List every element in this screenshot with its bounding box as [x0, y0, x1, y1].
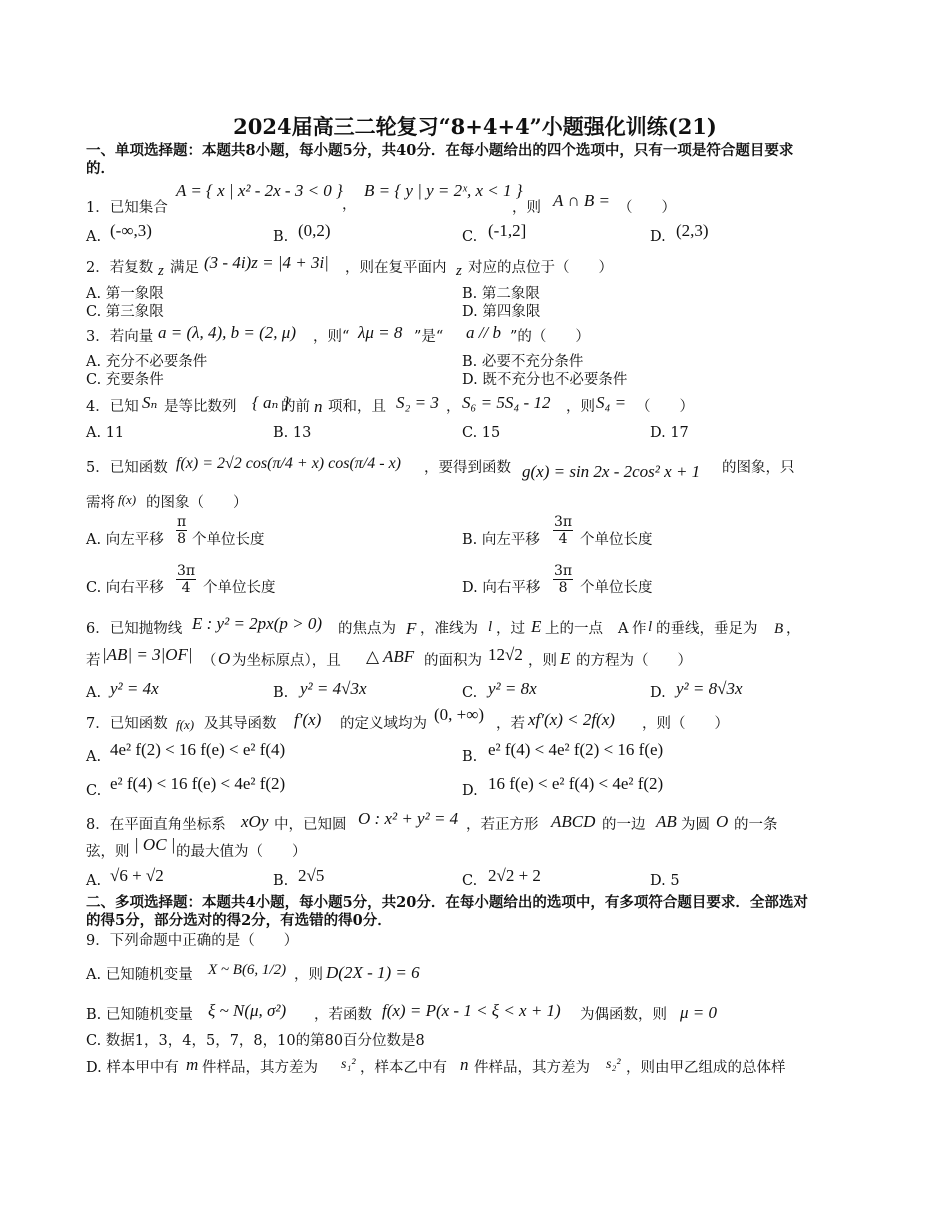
q8-option-a: √6 + √2 — [110, 866, 164, 885]
q5-option-a-unit: 个单位长度 — [192, 532, 265, 548]
q6-stem-l: 的面积为 — [424, 653, 482, 669]
q5-stem-e: 的图象（ ） — [146, 495, 248, 511]
q4-stem-b: 是等比数列 — [164, 399, 237, 415]
q6-B: B — [774, 621, 784, 637]
q7-stem-e: ，则（ ） — [642, 716, 729, 732]
q4-option-d: D. 17 — [650, 425, 689, 441]
q8-oc: | OC | — [134, 835, 176, 854]
q5-option-b-num: 3π — [554, 514, 573, 530]
q9-option-d-m: m — [186, 1055, 199, 1074]
q9-option-a-mid: ，则 — [294, 967, 323, 983]
q4-paren: （ ） — [636, 399, 694, 415]
q7-option-a: 4e² f(2) < 16 f(e) < e² f(4) — [110, 740, 286, 759]
q5-option-c-label: C. 向右平移 — [86, 580, 164, 596]
q1-set-b: B = { y | y = 2ˣ, x < 1 } — [364, 181, 523, 200]
q1-option-c-label: C. — [462, 229, 478, 245]
q7-option-d-label: D. — [462, 783, 478, 799]
q3-vectors: a = (λ, 4), b = (2, μ) — [158, 323, 296, 342]
q7-option-b: e² f(4) < 4e² f(2) < 16 f(e) — [488, 740, 664, 759]
q5-option-c-unit: 个单位长度 — [203, 580, 276, 596]
q3-option-d: D. 既不充分也不必要条件 — [462, 372, 628, 388]
q2-z-2: z — [456, 263, 462, 279]
q6-stem-i: 若 — [86, 653, 101, 669]
q5-option-b-den: 4 — [558, 531, 568, 547]
q7-inequality: xf′(x) < 2f(x) — [528, 710, 615, 729]
q1-set-a: A = { x | x² - 2x - 3 < 0 } — [176, 181, 343, 200]
q2-stem-a: 2．若复数 — [86, 260, 154, 276]
q1-option-b-label: B. — [273, 229, 289, 245]
q7-option-c-label: C. — [86, 783, 102, 799]
q5-option-a-label: A. 向左平移 — [86, 532, 164, 548]
q5-option-c-fraction — [176, 563, 196, 596]
q1-expr: A ∩ B = — [553, 191, 610, 210]
q4-stem-c: 的前 — [281, 399, 310, 415]
q7-stem-b: 及其导函数 — [204, 716, 277, 732]
q6-option-c: y² = 8x — [488, 679, 537, 698]
q9-option-b-mu: μ = 0 — [680, 1003, 718, 1022]
q8-stem-a: 8．在平面直角坐标系 — [86, 817, 226, 833]
q1-option-a: (-∞,3) — [110, 221, 152, 240]
q8-option-c: 2√2 + 2 — [488, 866, 541, 885]
q4-an: { aₙ } — [252, 393, 290, 412]
q6-stem-f: 作 — [632, 621, 647, 637]
q5-option-d-unit: 个单位长度 — [580, 580, 653, 596]
q4-option-a: A. 11 — [86, 425, 125, 441]
q6-E-2: E — [560, 649, 571, 668]
q5-option-d-num: 3π — [554, 563, 573, 579]
q9-option-d-mid2: ，样本乙中有 — [360, 1060, 447, 1076]
q2-option-a: A. 第一象限 — [86, 286, 164, 302]
q2-z: z — [158, 263, 164, 279]
q8-abcd: ABCD — [551, 812, 596, 831]
q6-stem-c: ，准线为 — [420, 621, 478, 637]
q2-stem-d: 对应的点位于（ ） — [468, 260, 613, 276]
q5-option-d-label: D. 向右平移 — [462, 580, 541, 596]
q3-parallel: a // b — [466, 323, 501, 342]
q8-stem-b: 中，已知圆 — [274, 817, 347, 833]
q4-comma: ， — [446, 399, 461, 415]
q8-O: O — [716, 812, 729, 831]
q7-stem-a: 7．已知函数 — [86, 716, 168, 732]
q3-stem-c: ”是“ — [414, 329, 444, 345]
q1-option-c: (-1,2] — [488, 221, 527, 240]
q8-option-a-label: A. — [86, 873, 102, 889]
q9-option-d-stem: D. 样本甲中有 — [86, 1060, 179, 1076]
q6-ab-condition: |AB| = 3|OF| — [102, 645, 193, 664]
q8-stem-g: 弦，则 — [86, 844, 130, 860]
q6-stem-e: 上的一点 — [545, 621, 603, 637]
q8-option-b-label: B. — [273, 873, 289, 889]
q9-option-c: C. 数据1，3，4，5，7，8，10的第80百分位数是8 — [86, 1033, 425, 1049]
q6-option-d: y² = 8√3x — [676, 679, 743, 698]
q6-A: A — [618, 621, 629, 637]
q9-option-b-mid: ，若函数 — [314, 1007, 372, 1023]
q6-F: F — [406, 619, 417, 638]
q6-E: E — [531, 617, 542, 636]
q6-option-c-label: C. — [462, 685, 478, 701]
q4-stem-d: 项和，且 — [328, 399, 386, 415]
q7-fpx: f′(x) — [294, 710, 322, 729]
q7-option-b-label: B. — [462, 749, 478, 765]
q2-stem-b: 满足 — [170, 260, 199, 276]
q4-condition-2: S₆ = 5S₄ - 12 — [462, 393, 551, 412]
q6-stem-n: 的方程为（ ） — [576, 653, 692, 669]
q3-condition: λμ = 8 — [358, 323, 403, 342]
q8-stem-d: 的一边 — [602, 817, 646, 833]
q9-option-d-s2: s₂² — [606, 1057, 621, 1072]
q8-xoy: xOy — [241, 812, 269, 831]
q3-option-b: B. 必要不充分条件 — [462, 354, 584, 370]
q5-option-d-fraction — [553, 563, 573, 596]
q6-triangle: △ ABF — [366, 647, 415, 666]
q7-stem-c: 的定义域均为 — [340, 716, 427, 732]
q8-stem-h: 的最大值为（ ） — [176, 844, 307, 860]
q4-condition-1: S₂ = 3 — [396, 393, 439, 412]
q5-option-b-fraction — [553, 514, 573, 547]
q6-stem-g: 的垂线，垂足为 — [656, 621, 758, 637]
q6-option-d-label: D. — [650, 685, 666, 701]
q5-stem-a: 5．已知函数 — [86, 460, 168, 476]
q1-tail: ，则 — [512, 200, 541, 216]
q6-stem-h: ， — [786, 621, 801, 637]
q5-option-d-den: 8 — [558, 580, 568, 596]
q8-circle: O : x² + y² = 4 — [358, 809, 459, 828]
q1-option-d-label: D. — [650, 229, 666, 245]
q5-option-b-unit: 个单位长度 — [580, 532, 653, 548]
q6-option-b: y² = 4√3x — [300, 679, 367, 698]
q7-option-d: 16 f(e) < e² f(4) < 4e² f(2) — [488, 774, 664, 793]
q9-option-b-dist: ξ ~ N(μ, σ²) — [208, 1001, 287, 1020]
q9-option-a-var: D(2X - 1) = 6 — [326, 963, 420, 982]
q6-l-2: l — [648, 619, 653, 635]
q5-option-c-num: 3π — [177, 563, 196, 579]
q3-stem-a: 3．若向量 — [86, 329, 154, 345]
q9-option-d-s1: s₁² — [341, 1057, 356, 1072]
q6-stem-j: （ — [202, 653, 217, 669]
q9-option-a-dist: X ~ B(6, 1/2) — [208, 962, 287, 978]
q5-function-g: g(x) = sin 2x - 2cos² x + 1 — [522, 462, 701, 481]
q9-option-d-n: n — [460, 1055, 469, 1074]
q4-ask: S₄ = — [596, 393, 627, 412]
q5-option-a-den: 8 — [177, 531, 187, 547]
q6-area: 12√2 — [488, 645, 523, 664]
q6-stem-b: 的焦点为 — [338, 621, 396, 637]
q1-paren: （ ） — [618, 200, 676, 216]
q1-sep: ， — [342, 197, 357, 213]
page-title: 2024届高三二轮复习“8+4+4”小题强化训练(21) — [233, 114, 717, 139]
q5-stem-b: ，要得到函数 — [424, 460, 511, 476]
q3-stem-d: ”的（ ） — [510, 329, 590, 345]
q1-option-a-label: A. — [86, 229, 102, 245]
q6-parabola: E : y² = 2px(p > 0) — [192, 614, 322, 633]
q5-stem-d: 需将 — [86, 495, 115, 511]
q9-option-d-tail: ，则由甲乙组成的总体样 — [626, 1060, 786, 1076]
section-single-choice: 一、单项选择题：本题共8小题，每小题5分，共40分．在每小题给出的四个选项中，只有一项是符合题目要求的． — [86, 142, 794, 177]
q8-option-c-label: C. — [462, 873, 478, 889]
q7-option-a-label: A. — [86, 749, 102, 765]
q4-stem-e: ，则 — [566, 399, 595, 415]
q6-option-a-label: A. — [86, 685, 102, 701]
q7-domain: (0, +∞) — [434, 705, 485, 724]
q9-option-b-tail: 为偶函数，则 — [580, 1007, 667, 1023]
q2-equation: (3 - 4i)z = |4 + 3i| — [204, 253, 329, 272]
q9-stem: 9．下列命题中正确的是（ ） — [86, 933, 299, 949]
q2-stem-c: ，则在复平面内 — [345, 260, 447, 276]
q5-stem-c: 的图象，只 — [722, 460, 795, 476]
q9-option-a-stem: A. 已知随机变量 — [86, 967, 193, 983]
q7-option-c: e² f(4) < 16 f(e) < 4e² f(2) — [110, 774, 286, 793]
q6-l: l — [488, 619, 493, 635]
q9-option-d-mid3: 件样品，其方差为 — [474, 1060, 590, 1076]
q2-option-d: D. 第四象限 — [462, 304, 541, 320]
q9-option-b-stem: B. 已知随机变量 — [86, 1007, 193, 1023]
section-multiple-choice: 二、多项选择题：本题共4小题，每小题5分，共20分．在每小题给出的选项中，有多项符合题目要求．全部选对的得5分，部分选对的得2分，有选错的得0分． — [86, 894, 808, 929]
q1-option-d: (2,3) — [676, 221, 709, 240]
q2-option-c: C. 第三象限 — [86, 304, 164, 320]
q4-option-b: B. 13 — [273, 425, 312, 441]
q5-option-b-label: B. 向左平移 — [462, 532, 540, 548]
q8-stem-c: ，若正方形 — [466, 817, 539, 833]
q8-option-d: D. 5 — [650, 873, 680, 889]
q8-ab: AB — [656, 812, 677, 831]
q1-option-b: (0,2) — [298, 221, 331, 240]
q4-n: n — [314, 397, 323, 416]
q6-stem-m: ，则 — [528, 653, 557, 669]
q3-option-c: C. 充要条件 — [86, 372, 164, 388]
q5-function-f: f(x) = 2√2 cos(π/4 + x) cos(π/4 - x) — [176, 455, 401, 472]
q6-stem-k: 为坐标原点），且 — [232, 653, 341, 669]
q2-option-b: B. 第二象限 — [462, 286, 540, 302]
q6-option-b-label: B. — [273, 685, 289, 701]
q5-option-c-den: 4 — [181, 580, 191, 596]
q8-stem-f: 的一条 — [734, 817, 778, 833]
q1-stem: 1．已知集合 — [86, 200, 168, 216]
q5-option-a-fraction — [176, 514, 187, 547]
q6-option-a: y² = 4x — [110, 679, 159, 698]
q5-fx: f(x) — [118, 492, 137, 507]
q7-stem-d: ，若 — [496, 716, 525, 732]
q6-stem-d: ，过 — [496, 621, 525, 637]
q3-option-a: A. 充分不必要条件 — [86, 354, 208, 370]
q4-stem-a: 4．已知 — [86, 399, 139, 415]
q9-option-d-mid1: 件样品，其方差为 — [202, 1060, 318, 1076]
q7-fx: f(x) — [176, 717, 195, 732]
q8-stem-e: 为圆 — [681, 817, 710, 833]
q5-option-a-num: π — [177, 514, 187, 530]
q4-option-c: C. 15 — [462, 425, 501, 441]
q6-stem-a: 6．已知抛物线 — [86, 621, 183, 637]
q8-option-b: 2√5 — [298, 866, 325, 885]
q3-stem-b: ，则“ — [313, 329, 350, 345]
q9-option-b-function: f(x) = P(x - 1 < ξ < x + 1) — [382, 1001, 561, 1020]
q6-O: O — [218, 649, 231, 668]
q4-sn: Sₙ — [142, 393, 158, 412]
